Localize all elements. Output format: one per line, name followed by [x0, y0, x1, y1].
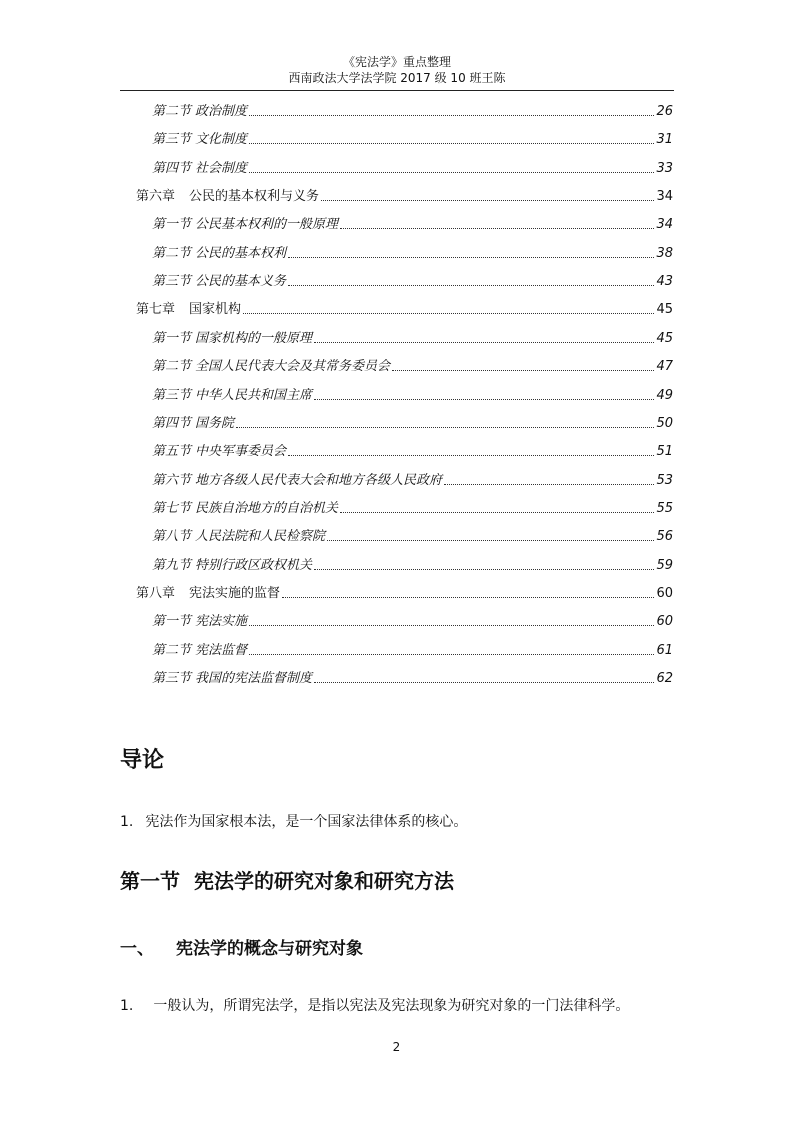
toc-entry-number: 第一节 — [152, 330, 192, 346]
toc-entry-section[interactable] — [152, 441, 673, 461]
toc-entry-page: 34 — [656, 217, 673, 233]
dot-leader — [249, 654, 654, 655]
toc-entry-page: 26 — [656, 104, 673, 119]
toc-entry-label: 民族自治地方的自治机关 — [195, 500, 339, 516]
dot-leader — [444, 484, 654, 485]
toc-entry-section[interactable] — [152, 243, 673, 263]
toc-entry-label: 社会制度 — [195, 160, 248, 176]
toc-entry-label: 国务院 — [195, 415, 235, 431]
toc-entry-chapter[interactable] — [136, 186, 673, 206]
toc-entry-number: 第一节 — [152, 614, 192, 630]
toc-entry-label: 宪法实施的监督 — [189, 585, 281, 601]
page-header — [120, 54, 674, 86]
subsection-title: 宪法学的概念与研究对象 — [176, 939, 363, 959]
toc-entry-title — [152, 557, 312, 575]
dot-leader — [314, 342, 654, 343]
toc-entry-label: 地方各级人民代表大会和地方各级人民政府 — [195, 472, 443, 488]
toc-entry-number: 第三节 — [152, 274, 192, 290]
page-number: 2 — [392, 1040, 401, 1054]
intro-item — [120, 812, 467, 832]
dot-leader — [314, 569, 654, 570]
definition-item-number: 1. — [120, 998, 134, 1014]
dot-leader — [327, 540, 654, 541]
toc-entry-number: 第四节 — [152, 415, 192, 431]
toc-entry-title — [136, 188, 319, 206]
toc-entry-label: 公民的基本权利 — [195, 245, 287, 261]
toc-entry-section[interactable] — [152, 101, 673, 121]
toc-entry-section[interactable] — [152, 555, 673, 575]
toc-entry-title — [136, 585, 280, 603]
toc-entry-page: 43 — [656, 274, 673, 290]
toc-entry-label: 公民的基本权利与义务 — [189, 189, 320, 205]
toc-entry-title — [152, 642, 247, 660]
toc-entry-section[interactable] — [152, 640, 673, 660]
toc-entry-title — [152, 528, 325, 546]
toc-entry-title — [152, 472, 442, 490]
section-heading — [120, 866, 454, 896]
toc-entry-number: 第六节 — [152, 472, 192, 488]
toc-entry-page: 47 — [656, 359, 673, 375]
toc-entry-label: 人民法院和人民检察院 — [195, 529, 326, 545]
dot-leader — [249, 115, 654, 116]
toc-entry-page: 55 — [656, 500, 673, 516]
toc-entry-number: 第五节 — [152, 444, 192, 460]
toc-entry-title — [152, 160, 247, 178]
intro-heading: 导论 — [120, 748, 165, 773]
toc-entry-page: 45 — [656, 330, 673, 346]
toc-entry-label: 特别行政区政权机关 — [195, 557, 313, 573]
dot-leader — [314, 682, 654, 683]
dot-leader — [288, 257, 654, 258]
toc-entry-page: 38 — [656, 245, 673, 261]
toc-entry-title — [152, 613, 247, 631]
toc-entry-number: 第一节 — [152, 217, 192, 233]
toc-entry-number: 第七章 — [136, 302, 176, 318]
toc-entry-section[interactable] — [152, 413, 673, 433]
toc-entry-label: 宪法实施 — [195, 614, 248, 630]
toc-entry-title — [152, 387, 312, 405]
toc-entry-page: 50 — [656, 415, 673, 431]
toc-entry-label: 全国人民代表大会及其常务委员会 — [195, 359, 391, 375]
toc-entry-title — [152, 415, 234, 433]
toc-entry-page: 51 — [656, 444, 673, 460]
dot-leader — [340, 228, 654, 229]
toc-entry-label: 国家机构的一般原理 — [195, 330, 313, 346]
toc-entry-number: 第二节 — [152, 359, 192, 375]
toc-entry-section[interactable] — [152, 498, 673, 518]
dot-leader — [340, 512, 654, 513]
toc-entry-number: 第三节 — [152, 387, 192, 403]
toc-entry-number: 第八节 — [152, 529, 192, 545]
toc-entry-page: 49 — [656, 387, 673, 403]
toc-entry-section[interactable] — [152, 470, 673, 490]
toc-entry-section[interactable] — [152, 271, 673, 291]
dot-leader — [321, 200, 654, 201]
header-title: 《宪法学》重点整理 — [342, 55, 451, 69]
toc-entry-page: 60 — [656, 614, 673, 630]
toc-entry-page: 33 — [656, 160, 673, 176]
toc-entry-section[interactable] — [152, 385, 673, 405]
toc-entry-label: 中央军事委员会 — [195, 444, 287, 460]
toc-entry-chapter[interactable] — [136, 299, 673, 319]
definition-item-text: 一般认为，所谓宪法学，是指以宪法及宪法现象为研究对象的一门法律科学。 — [153, 998, 630, 1014]
section-number: 第一节 — [120, 869, 180, 893]
toc-entry-title — [152, 358, 390, 376]
toc-entry-section[interactable] — [152, 668, 673, 688]
toc-entry-number: 第二节 — [152, 245, 192, 261]
toc-entry-number: 第三节 — [152, 671, 192, 686]
intro-item-number: 1. — [120, 814, 134, 830]
toc-entry-page: 61 — [656, 642, 673, 658]
dot-leader — [282, 597, 654, 598]
toc-entry-number: 第二节 — [152, 104, 192, 119]
dot-leader — [243, 313, 654, 314]
toc-entry-number: 第六章 — [136, 189, 176, 205]
dot-leader — [249, 143, 654, 144]
toc-entry-section[interactable] — [152, 526, 673, 546]
dot-leader — [288, 455, 654, 456]
toc-entry-label: 公民基本权利的一般原理 — [195, 217, 339, 233]
toc-entry-number: 第二节 — [152, 642, 192, 658]
dot-leader — [392, 370, 654, 371]
toc-entry-title — [152, 216, 338, 234]
toc-entry-page: 60 — [656, 585, 673, 601]
toc-entry-page: 31 — [656, 132, 673, 148]
toc-entry-section[interactable] — [152, 158, 673, 178]
toc-entry-page: 62 — [656, 671, 673, 686]
toc-entry-section[interactable] — [152, 356, 673, 376]
toc-entry-title — [152, 443, 286, 461]
toc-entry-label: 政治制度 — [195, 104, 248, 119]
toc-entry-section[interactable] — [152, 611, 673, 631]
toc-entry-title — [152, 500, 338, 518]
toc-entry-page: 53 — [656, 472, 673, 488]
toc-entry-number: 第七节 — [152, 500, 192, 516]
dot-leader — [236, 427, 654, 428]
definition-item — [120, 996, 680, 1016]
toc-entry-label: 我国的宪法监督制度 — [195, 671, 313, 686]
toc-entry-label: 公民的基本义务 — [195, 274, 287, 290]
toc-entry-number: 第九节 — [152, 557, 192, 573]
toc-entry-section[interactable] — [152, 214, 673, 234]
toc-entry-title — [152, 131, 247, 149]
toc-entry-title — [152, 273, 286, 291]
toc-entry-title — [152, 245, 286, 263]
toc-entry-page: 56 — [656, 529, 673, 545]
toc-entry-title — [152, 103, 247, 121]
header-rule — [120, 90, 674, 91]
toc-entry-number: 第三节 — [152, 132, 192, 148]
toc-entry-label: 中华人民共和国主席 — [195, 387, 313, 403]
subsection-number: 一、 — [120, 939, 154, 959]
dot-leader — [314, 399, 654, 400]
toc-entry-chapter[interactable] — [136, 583, 673, 603]
toc-entry-title — [152, 330, 312, 348]
subsection-heading — [120, 936, 363, 962]
dot-leader — [249, 172, 654, 173]
toc-entry-number: 第八章 — [136, 585, 176, 601]
toc-entry-title — [152, 670, 312, 688]
toc-entry-title — [136, 301, 241, 319]
toc-entry-section[interactable] — [152, 129, 673, 149]
dot-leader — [288, 285, 654, 286]
dot-leader — [249, 625, 654, 626]
toc-entry-label: 宪法监督 — [195, 642, 248, 658]
toc-entry-label: 国家机构 — [189, 302, 242, 318]
toc-entry-page: 59 — [656, 557, 673, 573]
toc-entry-number: 第四节 — [152, 160, 192, 176]
toc-entry-page: 34 — [656, 189, 673, 205]
section-title: 宪法学的研究对象和研究方法 — [194, 869, 454, 893]
intro-item-text: 宪法作为国家根本法，是一个国家法律体系的核心。 — [145, 814, 468, 830]
toc-entry-page: 45 — [656, 302, 673, 318]
toc-entry-label: 文化制度 — [195, 132, 248, 148]
header-subtitle: 西南政法大学法学院 2017 级 10 班王陈 — [288, 71, 506, 85]
toc-entry-section[interactable] — [152, 328, 673, 348]
